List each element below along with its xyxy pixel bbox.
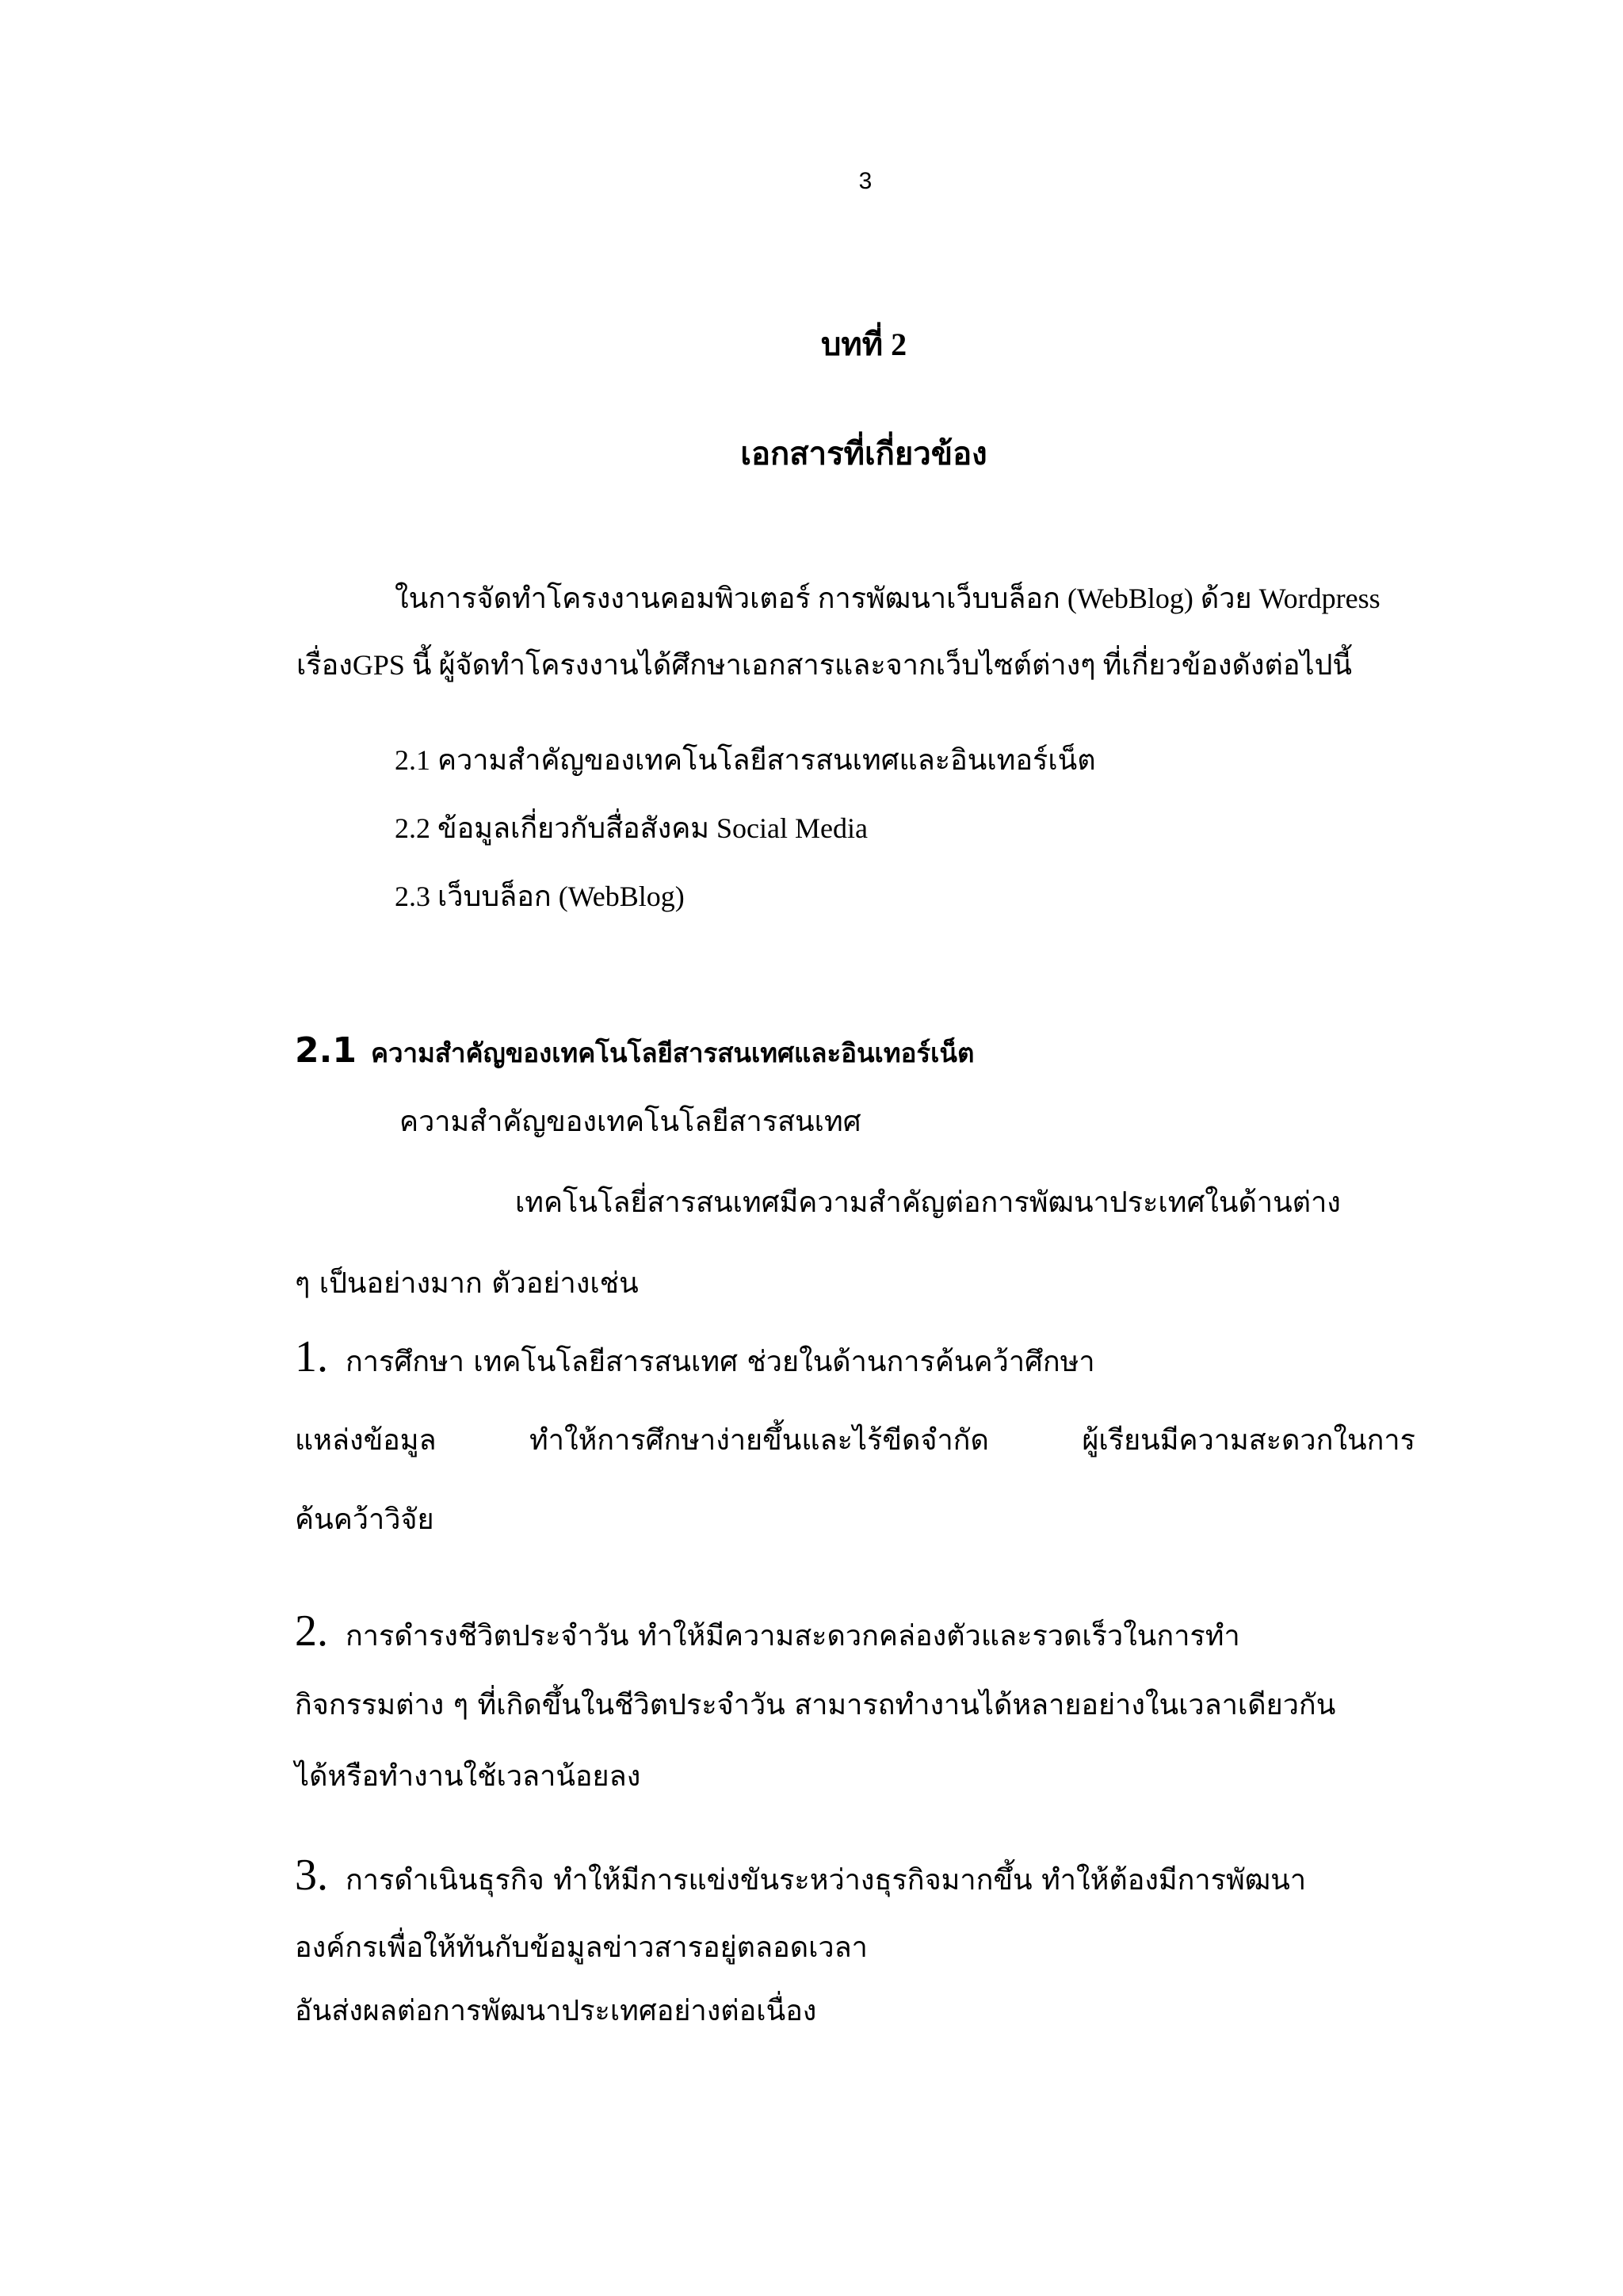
chapter-subtitle: เอกสารที่เกี่ยวข้อง [740, 436, 987, 472]
toc-item-2-1: 2.1 ความสำคัญของเทคโนโลยีสารสนเทศและอินเทอร์เน็ต [395, 744, 1096, 776]
list-item-2-text: การดำรงชีวิตประจำวัน ทำให้มีความสะดวกคล่องตัวและรวดเร็วในการทำ [346, 1620, 1240, 1652]
chapter-title: บทที่ 2 [820, 327, 907, 362]
list-item-2-line-2: กิจกรรมต่าง ๆ ที่เกิดขึ้นในชีวิตประจำวัน สามารถทำงานได้หลายอย่างในเวลาเดียวกัน [295, 1689, 1336, 1721]
list-item-1-number: 1. [295, 1332, 328, 1381]
list-item-1-line-2 [295, 1417, 1415, 1462]
list-item-3-line-3: อันส่งผลต่อการพัฒนาประเทศอย่างต่อเนื่อง [295, 1995, 817, 2027]
list-item-3-number: 3. [295, 1851, 328, 1900]
section-subheading: ความสำคัญของเทคโนโลยีสารสนเทศ [399, 1106, 861, 1138]
list-item-3-text: การดำเนินธุรกิจ ทำให้มีการแข่งขันระหว่างธุรกิจมากขึ้น ทำให้ต้องมีการพัฒนา [346, 1864, 1307, 1897]
intro-line-2: เรื่องGPS นี้ ผู้จัดทำโครงงานได้ศึกษาเอกสารและจากเว็บไซต์ต่างๆ ที่เกี่ยวข้องดังต่อไปนี้ [296, 649, 1353, 681]
section-number: 2.1 [295, 1030, 357, 1071]
section-lead-line-2: ๆ เป็นอย่างมาก ตัวอย่างเช่น [295, 1267, 639, 1300]
list-item-1-first-line [295, 1331, 1095, 1384]
list-item-1-line-2-part-3: ผู้เรียนมีความสะดวกในการ [1082, 1424, 1415, 1457]
page-number: 3 [858, 168, 873, 194]
toc-item-2-3: 2.3 เว็บบล็อก (WebBlog) [395, 881, 685, 912]
list-item-2-first-line [295, 1606, 1240, 1658]
list-item-1-text: การศึกษา เทคโนโลยีสารสนเทศ ช่วยในด้านการค้นคว้าศึกษา [346, 1346, 1095, 1378]
list-item-2-number: 2. [295, 1606, 328, 1656]
list-item-3-first-line [295, 1850, 1306, 1902]
section-lead-line-1: เทคโนโลยี่สารสนเทศมีความสำคัญต่อการพัฒนาประเทศในด้านต่าง [515, 1186, 1341, 1219]
section-heading [295, 1030, 974, 1074]
toc-item-2-2: 2.2 ข้อมูลเกี่ยวกับสื่อสังคม Social Media [395, 812, 868, 844]
list-item-1-line-3: ค้นคว้าวิจัย [295, 1503, 434, 1536]
section-title: ความสำคัญของเทคโนโลยีสารสนเทศและอินเทอร์เน็ต [370, 1037, 975, 1068]
list-item-2-line-3: ได้หรือทำงานใช้เวลาน้อยลง [295, 1760, 641, 1793]
list-item-3-line-2: องค์กรเพื่อให้ทันกับข้อมูลข่าวสารอยู่ตลอดเวลา [295, 1931, 868, 1964]
list-item-1-line-2-part-1: แหล่งข้อมูล [295, 1424, 437, 1457]
list-item-1-line-2-part-2: ทำให้การศึกษาง่ายขึ้นและไร้ขีดจำกัด [529, 1424, 989, 1457]
intro-line-1: ในการจัดทำโครงงานคอมพิวเตอร์ การพัฒนาเว็บบล็อก (WebBlog) ด้วย Wordpress [395, 583, 1381, 614]
